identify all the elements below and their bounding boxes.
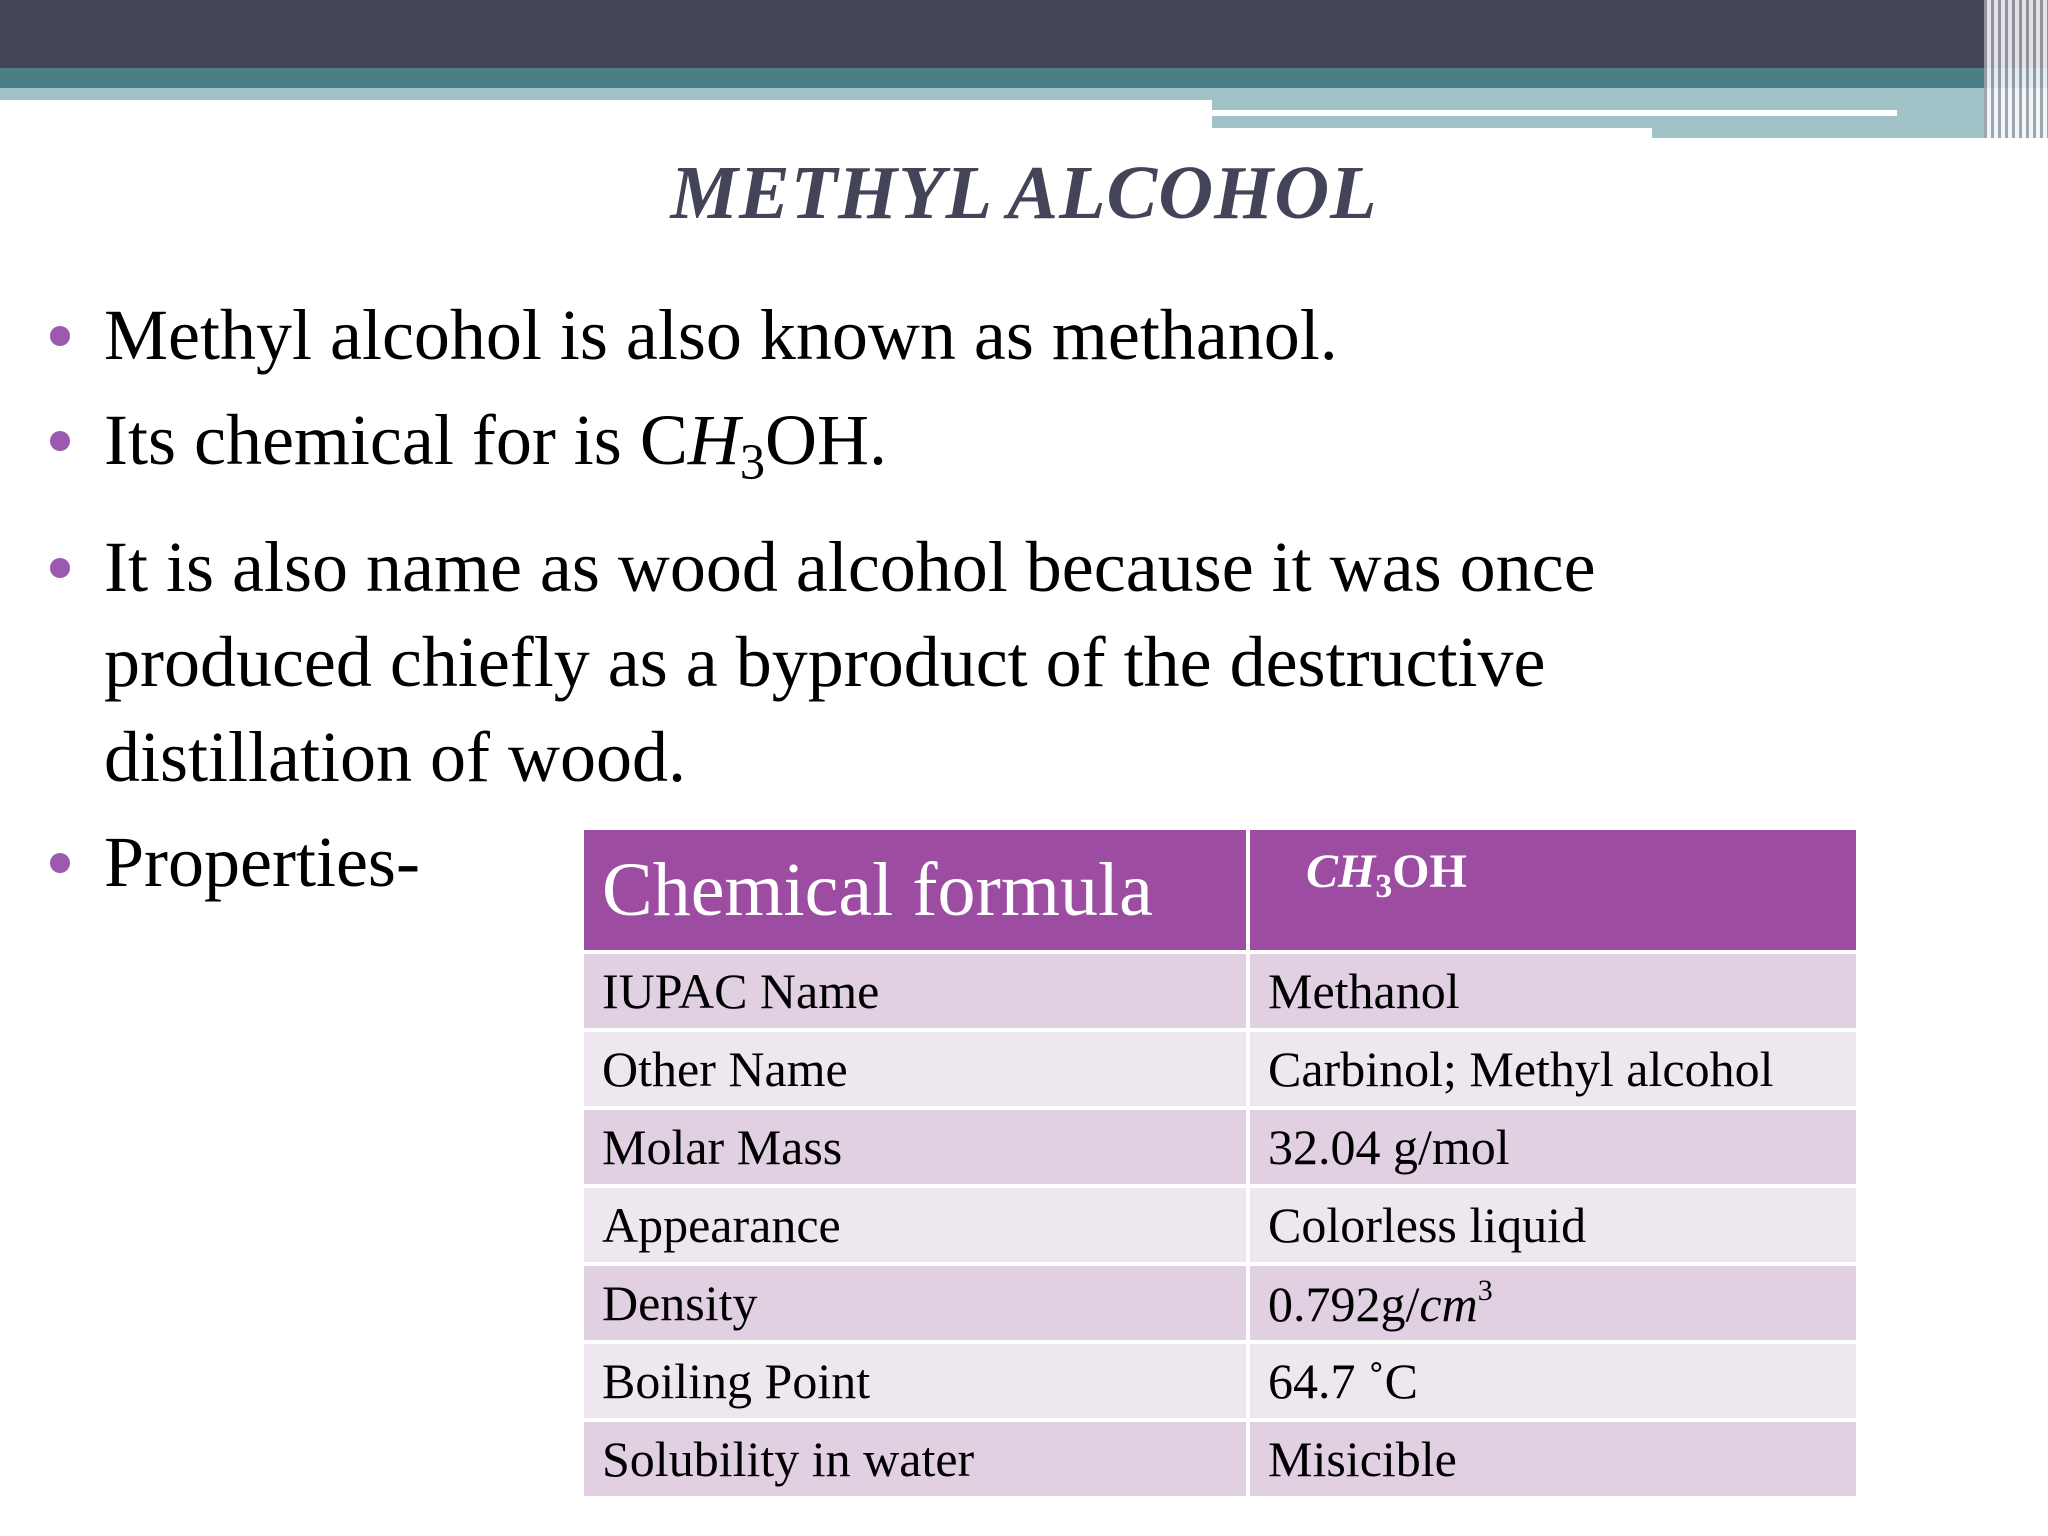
- decorative-edge-lines: [1984, 0, 2048, 138]
- row-label: Other Name: [582, 1030, 1248, 1108]
- table-row: [582, 1030, 1858, 1108]
- row-value: 64.7 ˚C: [1248, 1342, 1858, 1420]
- row-label: Appearance: [582, 1186, 1248, 1264]
- density-unit: cm: [1419, 1275, 1478, 1332]
- table-row: [582, 1108, 1858, 1186]
- formula-subscript: 3: [739, 434, 766, 491]
- top-banner-stripe: [1212, 110, 1897, 116]
- bullet-icon: [50, 431, 70, 451]
- header-formula: [1248, 828, 1858, 952]
- row-value: Methanol: [1248, 952, 1858, 1030]
- formula-h: H: [687, 400, 740, 480]
- row-label: Boiling Point: [582, 1342, 1248, 1420]
- row-label: IUPAC Name: [582, 952, 1248, 1030]
- bullet-icon: [50, 853, 70, 873]
- row-value: [1248, 1264, 1858, 1342]
- bullet-item-formula: [40, 393, 1840, 510]
- row-label: Molar Mass: [582, 1108, 1248, 1186]
- properties-table: [580, 826, 1860, 1500]
- slide-title: METHYL ALCOHOL: [670, 151, 1378, 235]
- row-value: 32.04 g/mol: [1248, 1108, 1858, 1186]
- table-row: [582, 1186, 1858, 1264]
- table-row: [582, 1420, 1858, 1498]
- bullet-text: Methyl alcohol is also known as methanol.: [104, 295, 1338, 375]
- bullet-item-wood-alcohol: [40, 520, 1840, 805]
- top-banner-light-left: [0, 88, 1212, 100]
- header-formula-subscript: 3: [1375, 868, 1393, 906]
- row-label: Solubility in water: [582, 1420, 1248, 1498]
- density-superscript: 3: [1477, 1273, 1493, 1307]
- density-value: 0.792g/: [1268, 1275, 1420, 1332]
- top-banner-stripe-2: [1212, 128, 1652, 138]
- bullet-text: It is also name as wood alcohol because it was once produced chiefly as a byproduct of the destructive distillation of wood.: [104, 527, 1596, 798]
- bullet-text-suffix: OH.: [765, 400, 888, 480]
- bullet-text: Properties-: [104, 822, 420, 903]
- bullet-item-methanol: [40, 288, 1840, 383]
- row-value: Colorless liquid: [1248, 1186, 1858, 1264]
- top-banner-teal: [0, 68, 2048, 88]
- table-row: [582, 1342, 1858, 1420]
- bullet-icon: [50, 326, 70, 346]
- bullet-icon: [50, 558, 70, 578]
- row-value: Misicible: [1248, 1420, 1858, 1498]
- table-row: [582, 1264, 1858, 1342]
- bullet-text-prefix: Its chemical for is C: [104, 400, 688, 480]
- header-formula-main: CH: [1306, 845, 1376, 898]
- top-banner-dark: [0, 0, 2048, 68]
- table-header-row: [582, 828, 1858, 952]
- header-label: Chemical formula: [582, 828, 1248, 952]
- header-formula-end: OH: [1392, 845, 1467, 898]
- row-value: Carbinol; Methyl alcohol: [1248, 1030, 1858, 1108]
- row-label: Density: [582, 1264, 1248, 1342]
- table-row: [582, 952, 1858, 1030]
